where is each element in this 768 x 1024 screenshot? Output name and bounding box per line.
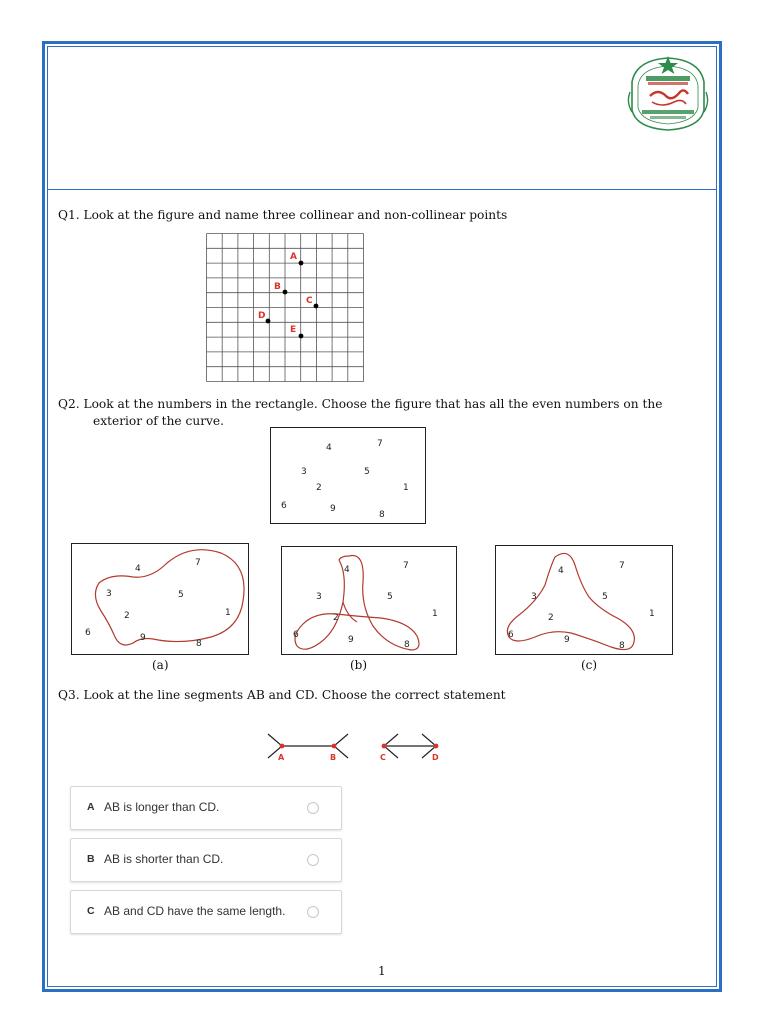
- caption-a: (a): [152, 658, 169, 672]
- figure-c: [495, 545, 673, 655]
- point-b: [283, 290, 288, 295]
- a-num-5: 5: [178, 590, 184, 600]
- label-b: B: [274, 282, 281, 292]
- b-num-6: 6: [293, 630, 299, 640]
- num-4: 4: [326, 443, 332, 453]
- page-number: 1: [378, 964, 386, 978]
- seg-label-d: D: [432, 753, 439, 762]
- b-num-1: 1: [432, 609, 438, 619]
- option-b-letter: B: [87, 853, 95, 865]
- b-num-8: 8: [404, 640, 410, 650]
- b-num-5: 5: [387, 592, 393, 602]
- point-a: [299, 261, 304, 266]
- c-num-5: 5: [602, 592, 608, 602]
- c-num-2: 2: [548, 613, 554, 623]
- b-num-3: 3: [316, 592, 322, 602]
- curve-c: [507, 553, 634, 649]
- point-e: [299, 334, 304, 339]
- a-num-9: 9: [140, 633, 146, 643]
- label-d: D: [258, 311, 266, 321]
- num-5: 5: [364, 467, 370, 477]
- seg-label-c: C: [380, 753, 386, 762]
- question-2-line-2: exterior of the curve.: [93, 414, 224, 428]
- num-9: 9: [330, 504, 336, 514]
- c-num-9: 9: [564, 635, 570, 645]
- num-7: 7: [377, 439, 383, 449]
- label-e: E: [290, 325, 297, 335]
- numbers-rectangle: [270, 427, 426, 524]
- option-c[interactable]: [70, 890, 342, 934]
- header-divider: [47, 189, 717, 190]
- option-a[interactable]: [70, 786, 342, 830]
- c-num-3: 3: [531, 592, 537, 602]
- c-num-1: 1: [649, 609, 655, 619]
- option-a-letter: A: [87, 801, 95, 813]
- caption-b: (b): [350, 658, 368, 672]
- a-num-2: 2: [124, 611, 130, 621]
- a-num-1: 1: [225, 608, 231, 618]
- option-a-text: AB is longer than CD.: [104, 800, 220, 814]
- option-b-text: AB is shorter than CD.: [104, 852, 224, 866]
- num-2: 2: [316, 483, 322, 493]
- num-8: 8: [379, 510, 385, 520]
- option-b[interactable]: [70, 838, 342, 882]
- question-1: Q1. Look at the figure and name three collinear and non-collinear points: [58, 208, 508, 222]
- point-c: [314, 304, 319, 309]
- num-3: 3: [301, 467, 307, 477]
- c-num-4: 4: [558, 566, 564, 576]
- figure-b: [281, 546, 457, 655]
- question-3: Q3. Look at the line segments AB and CD. Choose the correct statement: [58, 688, 506, 702]
- c-num-6: 6: [508, 630, 514, 640]
- a-num-6: 6: [85, 628, 91, 638]
- grid-figure: [206, 233, 364, 382]
- curve-b: [295, 556, 419, 650]
- num-6: 6: [281, 501, 287, 511]
- seg-label-a: A: [278, 753, 285, 762]
- option-c-letter: C: [87, 905, 95, 917]
- question-2-line-1: Q2. Look at the numbers in the rectangle. Choose the figure that has all the even numbers on the: [58, 397, 663, 411]
- num-1: 1: [403, 483, 409, 493]
- caption-c: (c): [581, 658, 598, 672]
- figure-a: [71, 543, 249, 655]
- b-num-4: 4: [344, 565, 350, 575]
- b-num-7: 7: [403, 561, 409, 571]
- a-num-8: 8: [196, 639, 202, 649]
- label-c: C: [306, 296, 313, 306]
- option-b-radio[interactable]: [307, 854, 319, 866]
- label-a: A: [290, 252, 297, 262]
- option-c-text: AB and CD have the same length.: [104, 904, 286, 918]
- a-num-3: 3: [106, 589, 112, 599]
- option-c-radio[interactable]: [307, 906, 319, 918]
- b-num-9: 9: [348, 635, 354, 645]
- option-a-radio[interactable]: [307, 802, 319, 814]
- c-num-7: 7: [619, 561, 625, 571]
- seg-label-b: B: [330, 753, 337, 762]
- curve-a: [95, 550, 244, 645]
- a-num-7: 7: [195, 558, 201, 568]
- segments-figure: [262, 728, 452, 766]
- a-num-4: 4: [135, 564, 141, 574]
- c-num-8: 8: [619, 641, 625, 651]
- b-num-2: 2: [333, 613, 339, 623]
- school-logo: [626, 52, 710, 132]
- point-d: [266, 319, 271, 324]
